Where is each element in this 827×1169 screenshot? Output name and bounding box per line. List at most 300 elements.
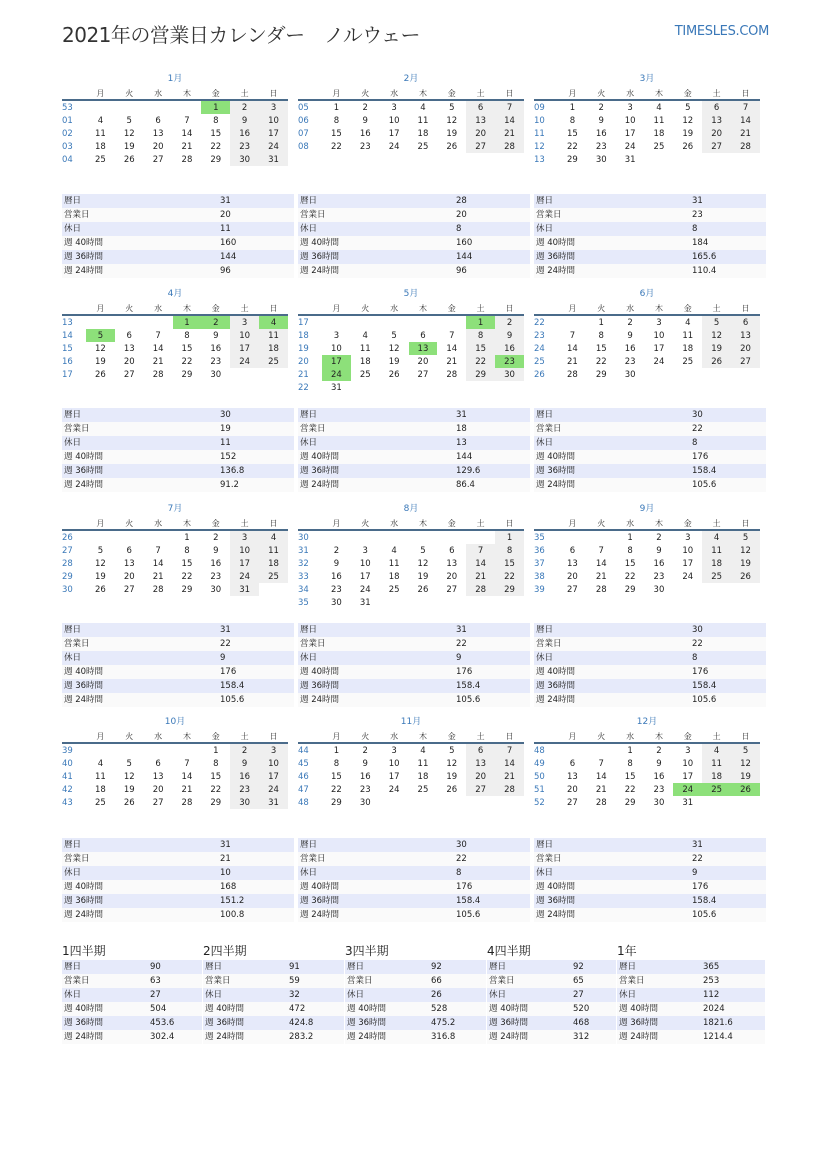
day-cell[interactable]: 17 — [259, 127, 288, 140]
day-cell[interactable]: 9 — [656, 758, 662, 769]
day-cell[interactable]: 9 — [627, 330, 633, 341]
day-cell[interactable]: 17 — [322, 355, 351, 368]
day-cell[interactable]: 7 — [155, 330, 161, 341]
day-cell[interactable]: 10 — [259, 114, 288, 127]
day-cell[interactable]: 10 — [682, 545, 694, 556]
day-cell[interactable]: 14 — [567, 343, 578, 354]
day-cell[interactable]: 16 — [653, 558, 665, 569]
day-cell[interactable]: 24 — [230, 570, 259, 583]
day-cell[interactable]: 22 — [210, 784, 222, 795]
day-cell[interactable]: 11 — [417, 758, 429, 769]
day-cell[interactable]: 7 — [598, 758, 604, 769]
day-cell[interactable]: 18 — [417, 128, 429, 139]
day-cell[interactable]: 25 — [388, 584, 400, 595]
day-cell[interactable]: 26 — [95, 584, 106, 595]
day-cell[interactable]: 21 — [595, 784, 607, 795]
day-cell[interactable]: 23 — [495, 355, 524, 368]
day-cell[interactable]: 3 — [230, 315, 259, 329]
day-cell[interactable]: 2 — [213, 532, 219, 543]
day-cell[interactable]: 29 — [181, 369, 193, 380]
day-cell[interactable]: 29 — [331, 797, 342, 808]
day-cell[interactable]: 3 — [230, 530, 259, 544]
day-cell[interactable]: 18 — [95, 141, 106, 152]
day-cell[interactable]: 20 — [702, 127, 731, 140]
day-cell[interactable]: 1 — [333, 745, 340, 756]
day-cell[interactable]: 9 — [230, 114, 259, 127]
day-cell[interactable]: 11 — [95, 771, 106, 782]
day-cell[interactable]: 18 — [388, 571, 400, 582]
day-cell[interactable]: 7 — [569, 330, 576, 341]
day-cell[interactable]: 2 — [362, 745, 368, 756]
day-cell[interactable]: 10 — [653, 330, 665, 341]
day-cell[interactable]: 16 — [331, 571, 342, 582]
day-cell[interactable]: 13 — [446, 558, 458, 569]
day-cell[interactable]: 4 — [259, 530, 288, 544]
day-cell[interactable]: 19 — [682, 128, 694, 139]
day-cell[interactable]: 19 — [123, 141, 135, 152]
day-cell[interactable]: 27 — [567, 584, 578, 595]
day-cell[interactable]: 2 — [656, 745, 662, 756]
day-cell[interactable]: 1 — [466, 315, 495, 329]
day-cell[interactable]: 8 — [213, 115, 219, 126]
day-cell[interactable]: 4 — [420, 102, 426, 113]
day-cell[interactable]: 15 — [181, 558, 193, 569]
day-cell[interactable]: 5 — [97, 545, 104, 556]
day-cell[interactable]: 30 — [230, 796, 259, 809]
day-cell[interactable]: 2 — [598, 102, 604, 113]
day-cell[interactable]: 3 — [685, 532, 691, 543]
day-cell[interactable]: 5 — [449, 102, 455, 113]
day-cell[interactable]: 19 — [702, 342, 731, 355]
day-cell[interactable]: 25 — [653, 141, 665, 152]
day-cell[interactable]: 22 — [210, 141, 222, 152]
day-cell[interactable]: 28 — [495, 783, 524, 796]
day-cell[interactable]: 8 — [495, 544, 524, 557]
day-cell[interactable]: 20 — [152, 784, 164, 795]
day-cell[interactable]: 10 — [388, 758, 400, 769]
day-cell[interactable]: 16 — [230, 770, 259, 783]
day-cell[interactable]: 16 — [624, 343, 636, 354]
day-cell[interactable]: 11 — [259, 544, 288, 557]
day-cell[interactable]: 27 — [123, 369, 135, 380]
day-cell[interactable]: 18 — [702, 557, 731, 570]
day-cell[interactable]: 13 — [567, 771, 578, 782]
day-cell[interactable]: 28 — [446, 369, 458, 380]
day-cell[interactable]: 11 — [259, 329, 288, 342]
day-cell[interactable]: 26 — [731, 570, 760, 583]
day-cell[interactable]: 12 — [123, 128, 135, 139]
day-cell[interactable]: 22 — [624, 784, 636, 795]
day-cell[interactable]: 13 — [466, 757, 495, 770]
day-cell[interactable]: 30 — [653, 584, 665, 595]
day-cell[interactable]: 6 — [702, 100, 731, 114]
day-cell[interactable]: 17 — [259, 770, 288, 783]
day-cell[interactable]: 29 — [181, 584, 193, 595]
day-cell[interactable]: 15 — [624, 558, 636, 569]
day-cell[interactable]: 17 — [388, 771, 400, 782]
day-cell[interactable]: 25 — [702, 783, 731, 796]
day-cell[interactable]: 29 — [567, 154, 578, 165]
day-cell[interactable]: 12 — [417, 558, 429, 569]
day-cell[interactable]: 7 — [184, 758, 190, 769]
day-cell[interactable]: 29 — [595, 369, 607, 380]
day-cell[interactable]: 27 — [152, 797, 164, 808]
day-cell[interactable]: 22 — [567, 141, 578, 152]
day-cell[interactable]: 25 — [417, 141, 429, 152]
day-cell[interactable]: 17 — [682, 771, 694, 782]
day-cell[interactable]: 11 — [417, 115, 429, 126]
day-cell[interactable]: 22 — [331, 141, 342, 152]
day-cell[interactable]: 19 — [95, 356, 106, 367]
day-cell[interactable]: 8 — [184, 330, 190, 341]
day-cell[interactable]: 4 — [702, 743, 731, 757]
day-cell[interactable]: 27 — [731, 355, 760, 368]
day-cell[interactable]: 21 — [446, 356, 458, 367]
day-cell[interactable]: 12 — [702, 329, 731, 342]
day-cell[interactable]: 9 — [495, 329, 524, 342]
day-cell[interactable]: 2 — [201, 315, 230, 329]
day-cell[interactable]: 27 — [152, 154, 164, 165]
day-cell[interactable]: 4 — [656, 102, 662, 113]
day-cell[interactable]: 20 — [446, 571, 458, 582]
day-cell[interactable]: 28 — [152, 584, 164, 595]
day-cell[interactable]: 15 — [495, 557, 524, 570]
day-cell[interactable]: 3 — [259, 100, 288, 114]
day-cell[interactable]: 22 — [495, 570, 524, 583]
day-cell[interactable]: 2 — [230, 100, 259, 114]
day-cell[interactable]: 17 — [624, 128, 636, 139]
day-cell[interactable]: 24 — [230, 355, 259, 368]
day-cell[interactable]: 27 — [567, 797, 578, 808]
day-cell[interactable]: 28 — [595, 797, 607, 808]
day-cell[interactable]: 12 — [95, 343, 106, 354]
day-cell[interactable]: 26 — [682, 141, 694, 152]
day-cell[interactable]: 8 — [598, 330, 604, 341]
day-cell[interactable]: 23 — [624, 356, 636, 367]
day-cell[interactable]: 5 — [731, 530, 760, 544]
day-cell[interactable]: 22 — [595, 356, 607, 367]
day-cell[interactable]: 16 — [359, 128, 371, 139]
day-cell[interactable]: 20 — [123, 571, 135, 582]
day-cell[interactable]: 12 — [446, 115, 458, 126]
day-cell[interactable]: 16 — [359, 771, 371, 782]
day-cell[interactable]: 14 — [466, 557, 495, 570]
day-cell[interactable]: 29 — [624, 584, 636, 595]
day-cell[interactable]: 14 — [495, 114, 524, 127]
day-cell[interactable]: 15 — [567, 128, 578, 139]
day-cell[interactable]: 21 — [466, 570, 495, 583]
day-cell[interactable]: 26 — [123, 797, 135, 808]
day-cell[interactable]: 20 — [466, 127, 495, 140]
day-cell[interactable]: 9 — [333, 558, 340, 569]
day-cell[interactable]: 3 — [627, 102, 633, 113]
day-cell[interactable]: 29 — [210, 797, 222, 808]
day-cell[interactable]: 1 — [173, 315, 202, 329]
day-cell[interactable]: 6 — [731, 315, 760, 329]
day-cell[interactable]: 28 — [595, 584, 607, 595]
day-cell[interactable]: 20 — [417, 356, 429, 367]
day-cell[interactable]: 26 — [702, 355, 731, 368]
day-cell[interactable]: 31 — [259, 796, 288, 809]
day-cell[interactable]: 8 — [184, 545, 190, 556]
day-cell[interactable]: 2 — [495, 315, 524, 329]
day-cell[interactable]: 15 — [331, 771, 342, 782]
day-cell[interactable]: 14 — [731, 114, 760, 127]
day-cell[interactable]: 30 — [595, 154, 607, 165]
day-cell[interactable]: 11 — [653, 115, 665, 126]
day-cell[interactable]: 19 — [95, 571, 106, 582]
day-cell[interactable]: 10 — [331, 343, 342, 354]
day-cell[interactable]: 6 — [569, 758, 576, 769]
day-cell[interactable]: 21 — [181, 784, 193, 795]
day-cell[interactable]: 9 — [362, 115, 368, 126]
day-cell[interactable]: 13 — [123, 343, 135, 354]
day-cell[interactable]: 23 — [359, 141, 371, 152]
day-cell[interactable]: 4 — [685, 317, 691, 328]
day-cell[interactable]: 8 — [627, 758, 633, 769]
day-cell[interactable]: 20 — [567, 571, 578, 582]
day-cell[interactable]: 23 — [210, 356, 222, 367]
day-cell[interactable]: 6 — [126, 330, 132, 341]
day-cell[interactable]: 24 — [624, 141, 636, 152]
day-cell[interactable]: 14 — [446, 343, 458, 354]
day-cell[interactable]: 24 — [259, 140, 288, 153]
day-cell[interactable]: 24 — [653, 356, 665, 367]
day-cell[interactable]: 7 — [731, 100, 760, 114]
day-cell[interactable]: 6 — [155, 758, 161, 769]
day-cell[interactable]: 18 — [682, 343, 694, 354]
day-cell[interactable]: 21 — [495, 770, 524, 783]
day-cell[interactable]: 24 — [359, 584, 371, 595]
day-cell[interactable]: 22 — [466, 355, 495, 368]
day-cell[interactable]: 30 — [624, 369, 636, 380]
day-cell[interactable]: 26 — [731, 783, 760, 796]
day-cell[interactable]: 31 — [331, 382, 342, 393]
day-cell[interactable]: 5 — [126, 115, 132, 126]
day-cell[interactable]: 7 — [495, 100, 524, 114]
day-cell[interactable]: 11 — [682, 330, 694, 341]
day-cell[interactable]: 13 — [152, 128, 164, 139]
day-cell[interactable]: 19 — [446, 128, 458, 139]
day-cell[interactable]: 10 — [230, 544, 259, 557]
day-cell[interactable]: 29 — [495, 583, 524, 596]
day-cell[interactable]: 22 — [181, 356, 193, 367]
day-cell[interactable]: 21 — [152, 571, 164, 582]
day-cell[interactable]: 23 — [230, 783, 259, 796]
day-cell[interactable]: 26 — [95, 369, 106, 380]
day-cell[interactable]: 20 — [152, 141, 164, 152]
day-cell[interactable]: 12 — [731, 757, 760, 770]
day-cell[interactable]: 5 — [702, 315, 731, 329]
day-cell[interactable]: 1 — [213, 745, 219, 756]
day-cell[interactable]: 18 — [359, 356, 371, 367]
day-cell[interactable]: 31 — [624, 154, 636, 165]
day-cell[interactable]: 27 — [417, 369, 429, 380]
day-cell[interactable]: 7 — [449, 330, 455, 341]
day-cell[interactable]: 9 — [213, 330, 219, 341]
day-cell[interactable]: 17 — [653, 343, 665, 354]
day-cell[interactable]: 29 — [210, 154, 222, 165]
day-cell[interactable]: 14 — [595, 771, 607, 782]
day-cell[interactable]: 10 — [259, 757, 288, 770]
day-cell[interactable]: 1 — [627, 745, 633, 756]
day-cell[interactable]: 7 — [466, 544, 495, 557]
day-cell[interactable]: 8 — [569, 115, 576, 126]
day-cell[interactable]: 9 — [362, 758, 368, 769]
day-cell[interactable]: 10 — [624, 115, 636, 126]
day-cell[interactable]: 10 — [682, 758, 694, 769]
day-cell[interactable]: 21 — [181, 141, 193, 152]
day-cell[interactable]: 24 — [388, 141, 400, 152]
day-cell[interactable]: 19 — [731, 770, 760, 783]
day-cell[interactable]: 27 — [702, 140, 731, 153]
day-cell[interactable]: 5 — [731, 743, 760, 757]
day-cell[interactable]: 19 — [731, 557, 760, 570]
day-cell[interactable]: 23 — [331, 584, 342, 595]
day-cell[interactable]: 28 — [731, 140, 760, 153]
day-cell[interactable]: 11 — [95, 128, 106, 139]
day-cell[interactable]: 31 — [682, 797, 694, 808]
day-cell[interactable]: 24 — [673, 783, 702, 796]
day-cell[interactable]: 8 — [333, 758, 340, 769]
day-cell[interactable]: 15 — [595, 343, 607, 354]
day-cell[interactable]: 13 — [731, 329, 760, 342]
day-cell[interactable]: 14 — [495, 757, 524, 770]
day-cell[interactable]: 1 — [598, 317, 604, 328]
day-cell[interactable]: 3 — [685, 745, 691, 756]
day-cell[interactable]: 16 — [230, 127, 259, 140]
day-cell[interactable]: 4 — [97, 115, 104, 126]
day-cell[interactable]: 2 — [362, 102, 368, 113]
day-cell[interactable]: 16 — [595, 128, 607, 139]
day-cell[interactable]: 16 — [210, 558, 222, 569]
day-cell[interactable]: 2 — [230, 743, 259, 757]
day-cell[interactable]: 25 — [95, 154, 106, 165]
day-cell[interactable]: 20 — [731, 342, 760, 355]
day-cell[interactable]: 14 — [181, 771, 193, 782]
day-cell[interactable]: 21 — [595, 571, 607, 582]
day-cell[interactable]: 3 — [391, 745, 397, 756]
day-cell[interactable]: 22 — [181, 571, 193, 582]
day-cell[interactable]: 13 — [152, 771, 164, 782]
day-cell[interactable]: 30 — [210, 369, 222, 380]
day-cell[interactable]: 30 — [210, 584, 222, 595]
day-cell[interactable]: 28 — [181, 154, 193, 165]
day-cell[interactable]: 5 — [420, 545, 426, 556]
day-cell[interactable]: 5 — [449, 745, 455, 756]
day-cell[interactable]: 26 — [123, 154, 135, 165]
day-cell[interactable]: 29 — [624, 797, 636, 808]
day-cell[interactable]: 9 — [230, 757, 259, 770]
day-cell[interactable]: 21 — [152, 356, 164, 367]
day-cell[interactable]: 28 — [152, 369, 164, 380]
day-cell[interactable]: 11 — [359, 343, 371, 354]
day-cell[interactable]: 25 — [682, 356, 694, 367]
day-cell[interactable]: 3 — [391, 102, 397, 113]
day-cell[interactable]: 5 — [391, 330, 397, 341]
day-cell[interactable]: 4 — [97, 758, 104, 769]
day-cell[interactable]: 23 — [595, 141, 607, 152]
day-cell[interactable]: 6 — [466, 743, 495, 757]
day-cell[interactable]: 31 — [259, 153, 288, 166]
day-cell[interactable]: 26 — [446, 784, 458, 795]
day-cell[interactable]: 14 — [152, 558, 164, 569]
day-cell[interactable]: 13 — [123, 558, 135, 569]
brand-logo[interactable]: TIMESLES.COM — [674, 24, 769, 39]
day-cell[interactable]: 22 — [331, 784, 342, 795]
day-cell[interactable]: 15 — [466, 342, 495, 355]
day-cell[interactable]: 18 — [259, 557, 288, 570]
day-cell[interactable]: 23 — [653, 784, 665, 795]
day-cell[interactable]: 11 — [388, 558, 400, 569]
day-cell[interactable]: 18 — [259, 342, 288, 355]
day-cell[interactable]: 11 — [702, 757, 731, 770]
day-cell[interactable]: 4 — [702, 530, 731, 544]
day-cell[interactable]: 24 — [259, 783, 288, 796]
day-cell[interactable]: 5 — [86, 329, 115, 342]
day-cell[interactable]: 1 — [627, 532, 633, 543]
day-cell[interactable]: 3 — [362, 545, 368, 556]
day-cell[interactable]: 26 — [446, 141, 458, 152]
day-cell[interactable]: 6 — [420, 330, 426, 341]
day-cell[interactable]: 22 — [624, 571, 636, 582]
day-cell[interactable]: 30 — [230, 153, 259, 166]
day-cell[interactable]: 15 — [624, 771, 636, 782]
day-cell[interactable]: 21 — [567, 356, 578, 367]
day-cell[interactable]: 8 — [627, 545, 633, 556]
day-cell[interactable]: 6 — [126, 545, 132, 556]
day-cell[interactable]: 24 — [322, 368, 351, 381]
day-cell[interactable]: 13 — [409, 342, 438, 355]
day-cell[interactable]: 20 — [466, 770, 495, 783]
day-cell[interactable]: 17 — [359, 571, 371, 582]
day-cell[interactable]: 10 — [388, 115, 400, 126]
day-cell[interactable]: 4 — [259, 315, 288, 329]
day-cell[interactable]: 1 — [569, 102, 576, 113]
day-cell[interactable]: 7 — [495, 743, 524, 757]
day-cell[interactable]: 6 — [155, 115, 161, 126]
day-cell[interactable]: 15 — [181, 343, 193, 354]
day-cell[interactable]: 14 — [152, 343, 164, 354]
day-cell[interactable]: 31 — [359, 597, 371, 608]
day-cell[interactable]: 28 — [567, 369, 578, 380]
day-cell[interactable]: 27 — [446, 584, 458, 595]
day-cell[interactable]: 20 — [123, 356, 135, 367]
day-cell[interactable]: 17 — [682, 558, 694, 569]
day-cell[interactable]: 15 — [210, 771, 222, 782]
day-cell[interactable]: 19 — [446, 771, 458, 782]
day-cell[interactable]: 9 — [656, 545, 662, 556]
day-cell[interactable]: 7 — [598, 545, 604, 556]
day-cell[interactable]: 18 — [653, 128, 665, 139]
day-cell[interactable]: 12 — [123, 771, 135, 782]
day-cell[interactable]: 25 — [359, 369, 371, 380]
day-cell[interactable]: 24 — [388, 784, 400, 795]
day-cell[interactable]: 18 — [702, 770, 731, 783]
day-cell[interactable]: 2 — [333, 545, 340, 556]
day-cell[interactable]: 28 — [495, 140, 524, 153]
day-cell[interactable]: 4 — [362, 330, 368, 341]
day-cell[interactable]: 8 — [213, 758, 219, 769]
day-cell[interactable]: 16 — [210, 343, 222, 354]
day-cell[interactable]: 17 — [388, 128, 400, 139]
day-cell[interactable]: 12 — [731, 544, 760, 557]
day-cell[interactable]: 19 — [417, 571, 429, 582]
day-cell[interactable]: 30 — [359, 797, 371, 808]
day-cell[interactable]: 1 — [495, 530, 524, 544]
day-cell[interactable]: 8 — [333, 115, 340, 126]
day-cell[interactable]: 9 — [598, 115, 604, 126]
